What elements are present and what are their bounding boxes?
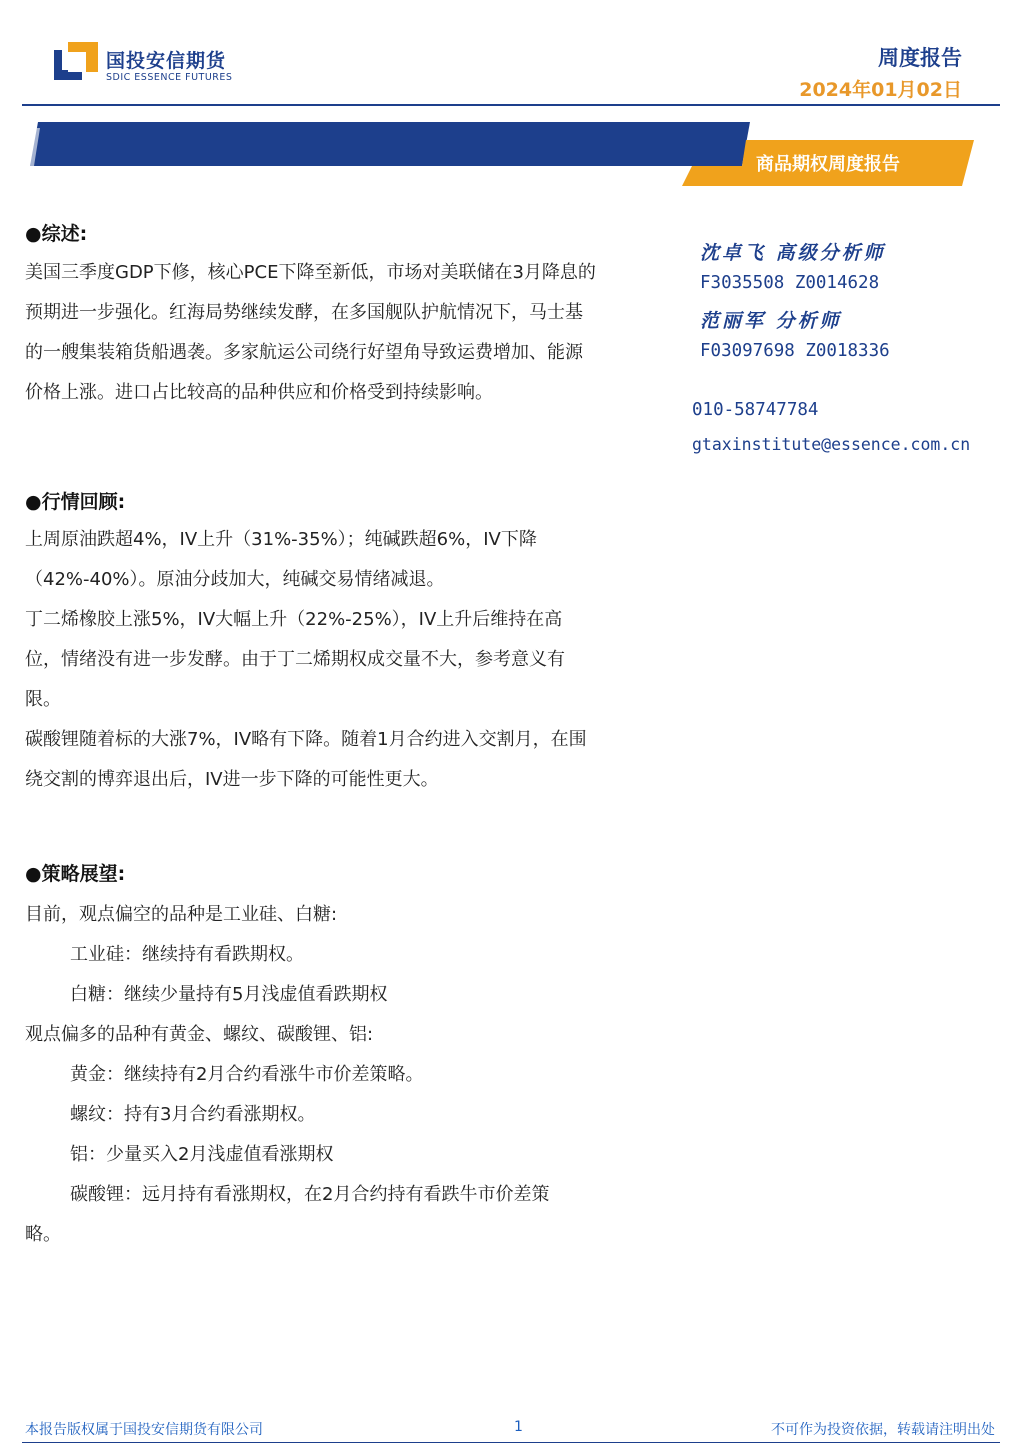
page-number: 1 bbox=[514, 1419, 523, 1435]
review-paragraph-3: 碳酸锂随着标的大涨7%，IV略有下降。随着1月合约进入交割月，在围绕交割的博弈退出后，IV进一步下降的可能性更大。 bbox=[25, 729, 587, 790]
footer-disclaimer: 不可作为投资依据，转载请注明出处 bbox=[771, 1422, 995, 1438]
contact-phone: 010-58747784 bbox=[692, 400, 819, 420]
analyst-name: 范丽军 分析师 bbox=[700, 310, 842, 332]
logo-name-cn: 国投安信期货 bbox=[106, 50, 227, 72]
analyst-license: F3035508 Z0014628 bbox=[700, 273, 880, 293]
footer-divider bbox=[22, 1442, 1000, 1443]
review-title: ●行情回顾: bbox=[25, 491, 126, 513]
contact-email[interactable]: gtaxinstitute@essence.com.cn bbox=[692, 435, 971, 454]
bearish-item: 白糖：继续少量持有5月浅虚值看跌期权 bbox=[70, 984, 388, 1005]
report-date: 2024年01月02日 bbox=[799, 79, 962, 101]
bullish-item-continuation: 略。 bbox=[25, 1224, 61, 1245]
strategy-title: ●策略展望: bbox=[25, 863, 126, 885]
company-logo bbox=[54, 42, 254, 90]
logo-mark-icon bbox=[54, 42, 98, 84]
bullish-item: 铝：少量买入2月浅虚值看涨期权 bbox=[70, 1144, 334, 1165]
review-paragraph-1: 上周原油跌超4%，IV上升（31%-35%）；纯碱跌超6%，IV下降（42%-40%）。原油分歧加大，纯碱交易情绪减退。 bbox=[25, 529, 537, 590]
footer-copyright: 本报告版权属于国投安信期货有限公司 bbox=[25, 1422, 263, 1438]
logo-name-en: SDIC ESSENCE FUTURES bbox=[106, 72, 233, 83]
summary-title: ●综述: bbox=[25, 223, 88, 245]
bullish-item: 黄金：继续持有2月合约看涨牛市价差策略。 bbox=[70, 1064, 424, 1085]
review-paragraph-2: 丁二烯橡胶上涨5%，IV大幅上升（22%-25%），IV上升后维持在高位，情绪没有进一步发酵。由于丁二烯期权成交量不大，参考意义有限。 bbox=[25, 609, 565, 710]
bullish-intro: 观点偏多的品种有黄金、螺纹、碳酸锂、铝: bbox=[25, 1024, 374, 1045]
header-divider bbox=[22, 104, 1000, 106]
banner-title: 商品期权周度报告 bbox=[756, 154, 900, 175]
bearish-intro: 目前，观点偏空的品种是工业硅、白糖: bbox=[25, 904, 338, 925]
bullish-item: 碳酸锂：远月持有看涨期权，在2月合约持有看跌牛市价差策 bbox=[70, 1184, 550, 1205]
analyst-license: F03097698 Z0018336 bbox=[700, 341, 890, 361]
summary-text: 美国三季度GDP下修，核心PCE下降至新低，市场对美联储在3月降息的预期进一步强化。红海局势继续发酵，在多国舰队护航情况下，马士基的一艘集装箱货船遇袭。多家航运公司绕行好望角导致运费增加、能源价格上涨。进口占比较高的品种供应和价格受到持续影响。 bbox=[25, 262, 596, 403]
bullish-item: 螺纹：持有3月合约看涨期权。 bbox=[70, 1104, 316, 1125]
bearish-item: 工业硅：继续持有看跌期权。 bbox=[70, 944, 304, 965]
analyst-name: 沈卓飞 高级分析师 bbox=[700, 242, 886, 264]
report-type: 周度报告 bbox=[878, 46, 962, 70]
